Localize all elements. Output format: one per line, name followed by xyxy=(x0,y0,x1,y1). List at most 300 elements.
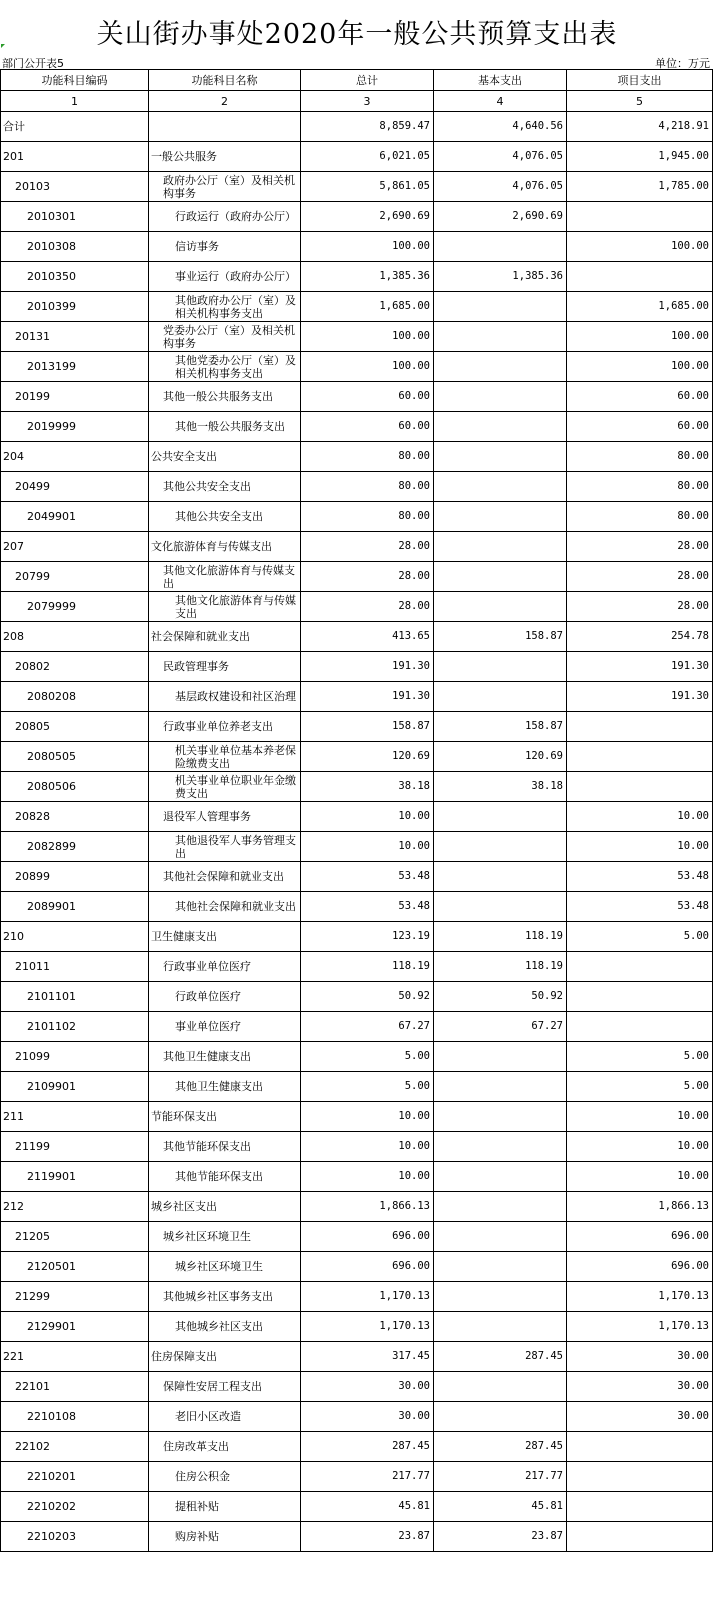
cell-basic: 4,076.05 xyxy=(434,142,567,172)
header-cell: 功能科目名称 xyxy=(149,70,301,91)
header-number-cell: 3 xyxy=(301,91,434,112)
cell-name: 其他卫生健康支出 xyxy=(149,1042,301,1072)
table-row xyxy=(1,922,713,952)
cell-code: 2210201 xyxy=(1,1462,149,1492)
cell-name: 行政运行（政府办公厅） xyxy=(149,202,301,232)
cell-code: 2101101 xyxy=(1,982,149,1012)
cell-basic xyxy=(434,412,567,442)
cell-basic xyxy=(434,832,567,862)
cell-code: 2010399 xyxy=(1,292,149,322)
cell-total: 118.19 xyxy=(301,952,434,982)
table-row xyxy=(1,952,713,982)
cell-basic: 287.45 xyxy=(434,1432,567,1462)
table-row xyxy=(1,1252,713,1282)
cell-code: 210 xyxy=(1,922,149,952)
cell-total: 53.48 xyxy=(301,862,434,892)
cell-total: 10.00 xyxy=(301,802,434,832)
cell-project: 30.00 xyxy=(567,1402,713,1432)
table-row xyxy=(1,112,713,142)
cell-total: 191.30 xyxy=(301,652,434,682)
header-number-cell: 4 xyxy=(434,91,567,112)
cell-basic: 1,385.36 xyxy=(434,262,567,292)
cell-code: 2089901 xyxy=(1,892,149,922)
cell-basic xyxy=(434,1312,567,1342)
cell-basic: 118.19 xyxy=(434,922,567,952)
cell-name: 其他一般公共服务支出 xyxy=(149,412,301,442)
cell-name: 其他节能环保支出 xyxy=(149,1162,301,1192)
cell-basic xyxy=(434,352,567,382)
cell-total: 1,170.13 xyxy=(301,1282,434,1312)
cell-code: 21099 xyxy=(1,1042,149,1072)
cell-basic: 23.87 xyxy=(434,1522,567,1552)
cell-code: 2210202 xyxy=(1,1492,149,1522)
cell-code: 2082899 xyxy=(1,832,149,862)
table-row xyxy=(1,1282,713,1312)
table-row xyxy=(1,982,713,1012)
cell-total: 5,861.05 xyxy=(301,172,434,202)
cell-total: 45.81 xyxy=(301,1492,434,1522)
cell-project: 1,785.00 xyxy=(567,172,713,202)
cell-basic xyxy=(434,292,567,322)
cell-total: 80.00 xyxy=(301,472,434,502)
cell-basic xyxy=(434,232,567,262)
cell-total: 28.00 xyxy=(301,592,434,622)
table-row xyxy=(1,892,713,922)
table-row xyxy=(1,442,713,472)
cell-name: 老旧小区改造 xyxy=(149,1402,301,1432)
table-row xyxy=(1,1462,713,1492)
cell-basic xyxy=(434,1102,567,1132)
page-title: 关山街办事处2020年一般公共预算支出表 xyxy=(96,19,618,50)
cell-project: 60.00 xyxy=(567,382,713,412)
cell-total: 696.00 xyxy=(301,1252,434,1282)
cell-total: 1,385.36 xyxy=(301,262,434,292)
cell-code: 2119901 xyxy=(1,1162,149,1192)
cell-code: 2049901 xyxy=(1,502,149,532)
cell-total: 60.00 xyxy=(301,412,434,442)
cell-total: 120.69 xyxy=(301,742,434,772)
cell-project: 100.00 xyxy=(567,232,713,262)
cell-project: 696.00 xyxy=(567,1252,713,1282)
cell-code: 211 xyxy=(1,1102,149,1132)
cell-name: 其他退役军人事务管理支出 xyxy=(149,832,301,862)
table-row xyxy=(1,352,713,382)
cell-total: 10.00 xyxy=(301,832,434,862)
cell-project: 191.30 xyxy=(567,682,713,712)
cell-name: 其他公共安全支出 xyxy=(149,502,301,532)
cell-basic xyxy=(434,532,567,562)
cell-name: 基层政权建设和社区治理 xyxy=(149,682,301,712)
cell-code: 2210108 xyxy=(1,1402,149,1432)
cell-code: 2101102 xyxy=(1,1012,149,1042)
cell-total: 317.45 xyxy=(301,1342,434,1372)
cell-code: 合计 xyxy=(1,112,149,142)
budget-table xyxy=(0,69,713,1552)
cell-project: 100.00 xyxy=(567,352,713,382)
cell-project xyxy=(567,1012,713,1042)
cell-code: 20103 xyxy=(1,172,149,202)
table-row xyxy=(1,1342,713,1372)
table-row xyxy=(1,232,713,262)
cell-basic xyxy=(434,382,567,412)
cell-code: 20805 xyxy=(1,712,149,742)
table-row xyxy=(1,622,713,652)
cell-basic: 158.87 xyxy=(434,622,567,652)
cell-name: 民政管理事务 xyxy=(149,652,301,682)
table-row xyxy=(1,322,713,352)
cell-total: 1,866.13 xyxy=(301,1192,434,1222)
cell-total: 100.00 xyxy=(301,232,434,262)
cell-project: 254.78 xyxy=(567,622,713,652)
cell-total: 38.18 xyxy=(301,772,434,802)
table-row xyxy=(1,292,713,322)
cell-name: 住房保障支出 xyxy=(149,1342,301,1372)
cell-project: 80.00 xyxy=(567,472,713,502)
cell-name: 其他一般公共服务支出 xyxy=(149,382,301,412)
cell-project: 1,945.00 xyxy=(567,142,713,172)
cell-code: 2010350 xyxy=(1,262,149,292)
cell-name: 购房补贴 xyxy=(149,1522,301,1552)
cell-project: 1,685.00 xyxy=(567,292,713,322)
cell-total: 158.87 xyxy=(301,712,434,742)
cell-code: 2080208 xyxy=(1,682,149,712)
cell-name: 信访事务 xyxy=(149,232,301,262)
cell-total: 10.00 xyxy=(301,1162,434,1192)
cell-project: 28.00 xyxy=(567,532,713,562)
cell-basic: 217.77 xyxy=(434,1462,567,1492)
cell-name: 其他城乡社区支出 xyxy=(149,1312,301,1342)
cell-name: 其他文化旅游体育与传媒支出 xyxy=(149,562,301,592)
cell-total: 217.77 xyxy=(301,1462,434,1492)
cell-total: 2,690.69 xyxy=(301,202,434,232)
cell-name xyxy=(149,112,301,142)
cell-code: 2109901 xyxy=(1,1072,149,1102)
cell-name: 其他文化旅游体育与传媒支出 xyxy=(149,592,301,622)
cell-total: 30.00 xyxy=(301,1372,434,1402)
table-row xyxy=(1,1132,713,1162)
cell-project xyxy=(567,1462,713,1492)
cell-total: 100.00 xyxy=(301,352,434,382)
cell-name: 事业运行（政府办公厅） xyxy=(149,262,301,292)
cell-code: 22102 xyxy=(1,1432,149,1462)
cell-total: 6,021.05 xyxy=(301,142,434,172)
cell-project xyxy=(567,772,713,802)
cell-name: 住房公积金 xyxy=(149,1462,301,1492)
cell-name: 文化旅游体育与传媒支出 xyxy=(149,532,301,562)
table-row xyxy=(1,562,713,592)
cell-name: 党委办公厅（室）及相关机构事务 xyxy=(149,322,301,352)
table-row xyxy=(1,862,713,892)
cell-code: 20499 xyxy=(1,472,149,502)
table-row xyxy=(1,1192,713,1222)
cell-basic: 2,690.69 xyxy=(434,202,567,232)
cell-basic: 45.81 xyxy=(434,1492,567,1522)
cell-code: 2010301 xyxy=(1,202,149,232)
cell-basic: 158.87 xyxy=(434,712,567,742)
header-number-cell: 5 xyxy=(567,91,713,112)
cell-total: 5.00 xyxy=(301,1042,434,1072)
cell-basic xyxy=(434,322,567,352)
cell-project: 5.00 xyxy=(567,1072,713,1102)
cell-code: 2120501 xyxy=(1,1252,149,1282)
table-row xyxy=(1,532,713,562)
cell-basic xyxy=(434,502,567,532)
cell-code: 2080506 xyxy=(1,772,149,802)
table-row xyxy=(1,772,713,802)
cell-total: 1,685.00 xyxy=(301,292,434,322)
cell-basic xyxy=(434,562,567,592)
cell-code: 21199 xyxy=(1,1132,149,1162)
cell-total: 60.00 xyxy=(301,382,434,412)
cell-code: 2010308 xyxy=(1,232,149,262)
cell-name: 其他社会保障和就业支出 xyxy=(149,862,301,892)
cell-total: 413.65 xyxy=(301,622,434,652)
cell-total: 191.30 xyxy=(301,682,434,712)
cell-project: 30.00 xyxy=(567,1372,713,1402)
cell-name: 其他党委办公厅（室）及相关机构事务支出 xyxy=(149,352,301,382)
table-row xyxy=(1,472,713,502)
table-row xyxy=(1,1102,713,1132)
cell-code: 21205 xyxy=(1,1222,149,1252)
table-row xyxy=(1,1492,713,1522)
table-row xyxy=(1,742,713,772)
table-row xyxy=(1,1042,713,1072)
table-row xyxy=(1,1402,713,1432)
table-body xyxy=(1,70,713,1552)
cell-code: 2129901 xyxy=(1,1312,149,1342)
table-row xyxy=(1,1222,713,1252)
cell-total: 10.00 xyxy=(301,1132,434,1162)
cell-basic xyxy=(434,682,567,712)
table-row xyxy=(1,1162,713,1192)
table-row xyxy=(1,1522,713,1552)
cell-project: 10.00 xyxy=(567,802,713,832)
cell-total: 28.00 xyxy=(301,532,434,562)
table-row xyxy=(1,202,713,232)
header-number-cell: 1 xyxy=(1,91,149,112)
cell-code: 20199 xyxy=(1,382,149,412)
cell-marker-icon xyxy=(1,44,5,48)
cell-name: 行政事业单位医疗 xyxy=(149,952,301,982)
table-row xyxy=(1,652,713,682)
cell-name: 其他政府办公厅（室）及相关机构事务支出 xyxy=(149,292,301,322)
cell-basic xyxy=(434,1072,567,1102)
cell-code: 20899 xyxy=(1,862,149,892)
cell-project xyxy=(567,712,713,742)
table-row xyxy=(1,682,713,712)
cell-basic xyxy=(434,1132,567,1162)
table-row xyxy=(1,502,713,532)
cell-name: 一般公共服务 xyxy=(149,142,301,172)
table-row xyxy=(1,1312,713,1342)
table-row xyxy=(1,1432,713,1462)
cell-name: 其他节能环保支出 xyxy=(149,1132,301,1162)
cell-total: 696.00 xyxy=(301,1222,434,1252)
cell-project: 1,170.13 xyxy=(567,1282,713,1312)
cell-total: 5.00 xyxy=(301,1072,434,1102)
cell-code: 21011 xyxy=(1,952,149,982)
cell-code: 2079999 xyxy=(1,592,149,622)
cell-total: 50.92 xyxy=(301,982,434,1012)
header-row xyxy=(1,70,713,91)
cell-project xyxy=(567,262,713,292)
table-row xyxy=(1,1012,713,1042)
cell-code: 20802 xyxy=(1,652,149,682)
cell-basic xyxy=(434,442,567,472)
cell-total: 8,859.47 xyxy=(301,112,434,142)
table-row xyxy=(1,262,713,292)
cell-basic xyxy=(434,1222,567,1252)
cell-project: 4,218.91 xyxy=(567,112,713,142)
cell-total: 80.00 xyxy=(301,442,434,472)
cell-total: 123.19 xyxy=(301,922,434,952)
cell-code: 20828 xyxy=(1,802,149,832)
cell-code: 207 xyxy=(1,532,149,562)
table-row xyxy=(1,592,713,622)
cell-basic: 287.45 xyxy=(434,1342,567,1372)
cell-total: 100.00 xyxy=(301,322,434,352)
cell-project xyxy=(567,202,713,232)
cell-code: 201 xyxy=(1,142,149,172)
cell-project: 5.00 xyxy=(567,922,713,952)
table-row xyxy=(1,1072,713,1102)
cell-code: 2013199 xyxy=(1,352,149,382)
cell-project: 10.00 xyxy=(567,1102,713,1132)
cell-code: 221 xyxy=(1,1342,149,1372)
cell-project: 53.48 xyxy=(567,862,713,892)
cell-name: 政府办公厅（室）及相关机构事务 xyxy=(149,172,301,202)
header-cell: 项目支出 xyxy=(567,70,713,91)
cell-name: 退役军人管理事务 xyxy=(149,802,301,832)
cell-project xyxy=(567,952,713,982)
cell-project: 28.00 xyxy=(567,592,713,622)
cell-project: 28.00 xyxy=(567,562,713,592)
cell-project: 53.48 xyxy=(567,892,713,922)
cell-basic: 38.18 xyxy=(434,772,567,802)
cell-code: 2019999 xyxy=(1,412,149,442)
cell-project: 1,170.13 xyxy=(567,1312,713,1342)
cell-basic xyxy=(434,892,567,922)
cell-total: 10.00 xyxy=(301,1102,434,1132)
cell-basic xyxy=(434,1162,567,1192)
table-row xyxy=(1,412,713,442)
cell-basic xyxy=(434,1282,567,1312)
cell-project: 60.00 xyxy=(567,412,713,442)
cell-name: 其他卫生健康支出 xyxy=(149,1072,301,1102)
cell-name: 其他社会保障和就业支出 xyxy=(149,892,301,922)
cell-name: 保障性安居工程支出 xyxy=(149,1372,301,1402)
cell-basic xyxy=(434,1402,567,1432)
cell-name: 事业单位医疗 xyxy=(149,1012,301,1042)
cell-basic: 50.92 xyxy=(434,982,567,1012)
table-row xyxy=(1,802,713,832)
cell-code: 22101 xyxy=(1,1372,149,1402)
cell-name: 城乡社区支出 xyxy=(149,1192,301,1222)
header-cell: 功能科目编码 xyxy=(1,70,149,91)
cell-basic xyxy=(434,862,567,892)
cell-name: 其他公共安全支出 xyxy=(149,472,301,502)
cell-code: 20799 xyxy=(1,562,149,592)
header-cell: 总计 xyxy=(301,70,434,91)
cell-total: 80.00 xyxy=(301,502,434,532)
cell-code: 20131 xyxy=(1,322,149,352)
cell-name: 城乡社区环境卫生 xyxy=(149,1222,301,1252)
header-number-row xyxy=(1,91,713,112)
cell-code: 212 xyxy=(1,1192,149,1222)
table-row xyxy=(1,712,713,742)
cell-name: 城乡社区环境卫生 xyxy=(149,1252,301,1282)
cell-project: 191.30 xyxy=(567,652,713,682)
table-row xyxy=(1,142,713,172)
table-row xyxy=(1,382,713,412)
cell-project: 10.00 xyxy=(567,832,713,862)
cell-total: 23.87 xyxy=(301,1522,434,1552)
cell-basic xyxy=(434,802,567,832)
cell-code: 204 xyxy=(1,442,149,472)
cell-basic xyxy=(434,1372,567,1402)
table-row xyxy=(1,1372,713,1402)
cell-basic xyxy=(434,652,567,682)
cell-total: 67.27 xyxy=(301,1012,434,1042)
cell-project: 80.00 xyxy=(567,442,713,472)
cell-project xyxy=(567,1522,713,1552)
cell-basic: 120.69 xyxy=(434,742,567,772)
cell-basic: 118.19 xyxy=(434,952,567,982)
cell-project xyxy=(567,1492,713,1522)
table-row xyxy=(1,172,713,202)
cell-basic: 67.27 xyxy=(434,1012,567,1042)
cell-name: 住房改革支出 xyxy=(149,1432,301,1462)
cell-total: 287.45 xyxy=(301,1432,434,1462)
cell-name: 行政单位医疗 xyxy=(149,982,301,1012)
cell-basic: 4,076.05 xyxy=(434,172,567,202)
cell-name: 其他城乡社区事务支出 xyxy=(149,1282,301,1312)
table-row xyxy=(1,832,713,862)
header-cell: 基本支出 xyxy=(434,70,567,91)
cell-project xyxy=(567,1432,713,1462)
cell-project: 10.00 xyxy=(567,1162,713,1192)
cell-project: 10.00 xyxy=(567,1132,713,1162)
cell-basic xyxy=(434,1192,567,1222)
cell-code: 21299 xyxy=(1,1282,149,1312)
cell-code: 208 xyxy=(1,622,149,652)
cell-basic xyxy=(434,1042,567,1072)
cell-name: 卫生健康支出 xyxy=(149,922,301,952)
cell-project: 100.00 xyxy=(567,322,713,352)
cell-name: 机关事业单位职业年金缴费支出 xyxy=(149,772,301,802)
cell-total: 30.00 xyxy=(301,1402,434,1432)
cell-total: 53.48 xyxy=(301,892,434,922)
doc-label: 部门公开表5 xyxy=(2,57,64,70)
cell-name: 行政事业单位养老支出 xyxy=(149,712,301,742)
unit-label: 单位：万元 xyxy=(655,57,710,70)
cell-basic: 4,640.56 xyxy=(434,112,567,142)
cell-project: 696.00 xyxy=(567,1222,713,1252)
cell-basic xyxy=(434,472,567,502)
cell-name: 公共安全支出 xyxy=(149,442,301,472)
cell-project: 30.00 xyxy=(567,1342,713,1372)
cell-code: 2080505 xyxy=(1,742,149,772)
cell-basic xyxy=(434,592,567,622)
cell-name: 节能环保支出 xyxy=(149,1102,301,1132)
cell-project: 1,866.13 xyxy=(567,1192,713,1222)
cell-code: 2210203 xyxy=(1,1522,149,1552)
cell-basic xyxy=(434,1252,567,1282)
cell-name: 提租补贴 xyxy=(149,1492,301,1522)
cell-project xyxy=(567,982,713,1012)
cell-project: 5.00 xyxy=(567,1042,713,1072)
cell-project xyxy=(567,742,713,772)
